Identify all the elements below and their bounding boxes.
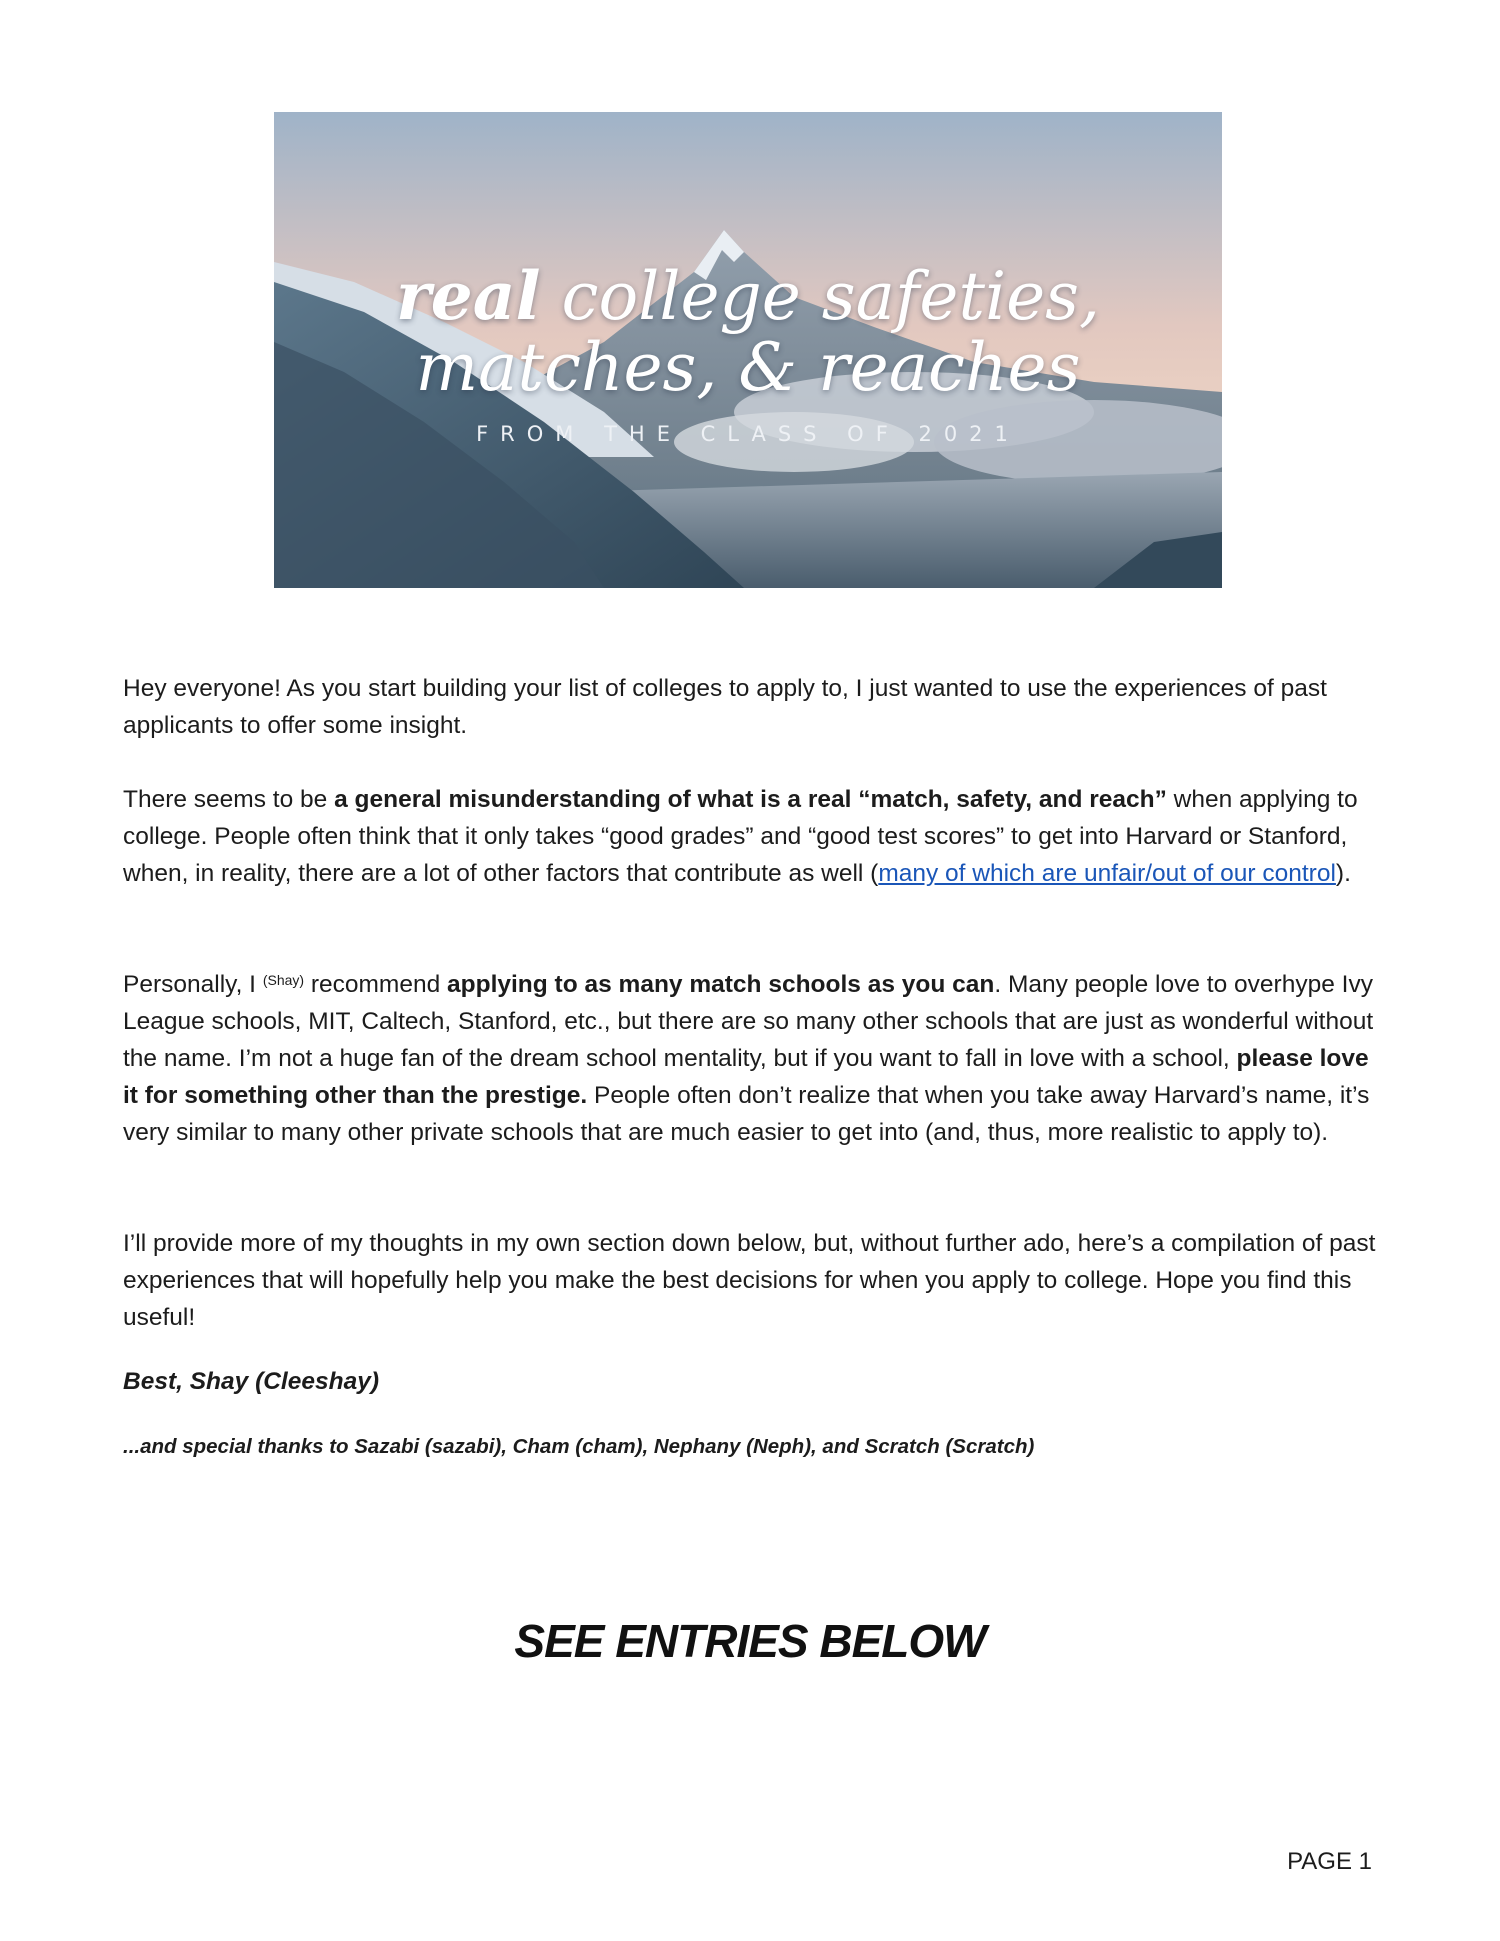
unfair-factors-link[interactable]: many of which are unfair/out of our control [878, 860, 1336, 887]
p2-text-start: There seems to be [123, 786, 335, 813]
banner-subtitle: FROM THE CLASS OF 2021 [476, 422, 1020, 446]
header-banner-image [274, 112, 1222, 588]
p3-text-end: People often don’t realize that when you take away Harvard’s name, it’s very similar to many other private schools that are much easier to get into (and, thus, more realistic to apply to). [123, 1082, 1370, 1146]
p3-text-recommend: recommend [304, 971, 448, 998]
signoff: Best, Shay (Cleeshay) [123, 1368, 379, 1395]
p2-text-middle: when applying to college. People often think that it only takes “good grades” and “good test scores” to get into Harvard or Stanford, when, in reality, there are a lot of other factors that contribute as well ( [123, 786, 1358, 887]
intro-paragraph-1: Hey everyone! As you start building your list of colleges to apply to, I just wanted to use the experiences of past applicants to offer some insight. [123, 675, 1327, 739]
p2-bold-text: a general misunderstanding of what is a real “match, safety, and reach” [334, 786, 1167, 813]
page-number: PAGE 1 [1287, 1848, 1372, 1875]
p3-bold-text-2: please love it for something other than the prestige. [123, 1045, 1369, 1109]
shay-superscript: (Shay) [262, 972, 305, 988]
entries-heading: SEE ENTRIES BELOW [514, 1615, 986, 1667]
p3-bold-text-1: applying to as many match schools as you can [447, 971, 995, 998]
p3-text-middle: . Many people love to overhype Ivy League schools, MIT, Caltech, Stanford, etc., but there are so many other schools that are just as wonderful without the name. I’m not a huge fan of the dream school mentality, but if you want to fall in love with a school, [123, 971, 1374, 1072]
intro-paragraph-4: I’ll provide more of my thoughts in my own section down below, but, without further ado, here’s a compilation of past experiences that will hopefully help you make the best decisions for when you apply to college. Hope you find this useful! [123, 1230, 1376, 1331]
intro-paragraph-3 [123, 966, 1383, 1151]
p2-text-end: ). [1335, 860, 1351, 887]
special-thanks: ...and special thanks to Sazabi (sazabi), Cham (cham), Nephany (Neph), and Scratch (Scratch) [123, 1435, 1035, 1458]
banner-title-line-1 [274, 257, 1222, 335]
banner-title-bold-word: real [395, 257, 541, 335]
banner-title-line-1-rest: college safeties, [540, 258, 1101, 335]
p3-text-start: Personally, I [123, 971, 263, 998]
intro-paragraph-2 [123, 781, 1383, 892]
banner-title-line-2: matches, & reaches [415, 329, 1081, 406]
